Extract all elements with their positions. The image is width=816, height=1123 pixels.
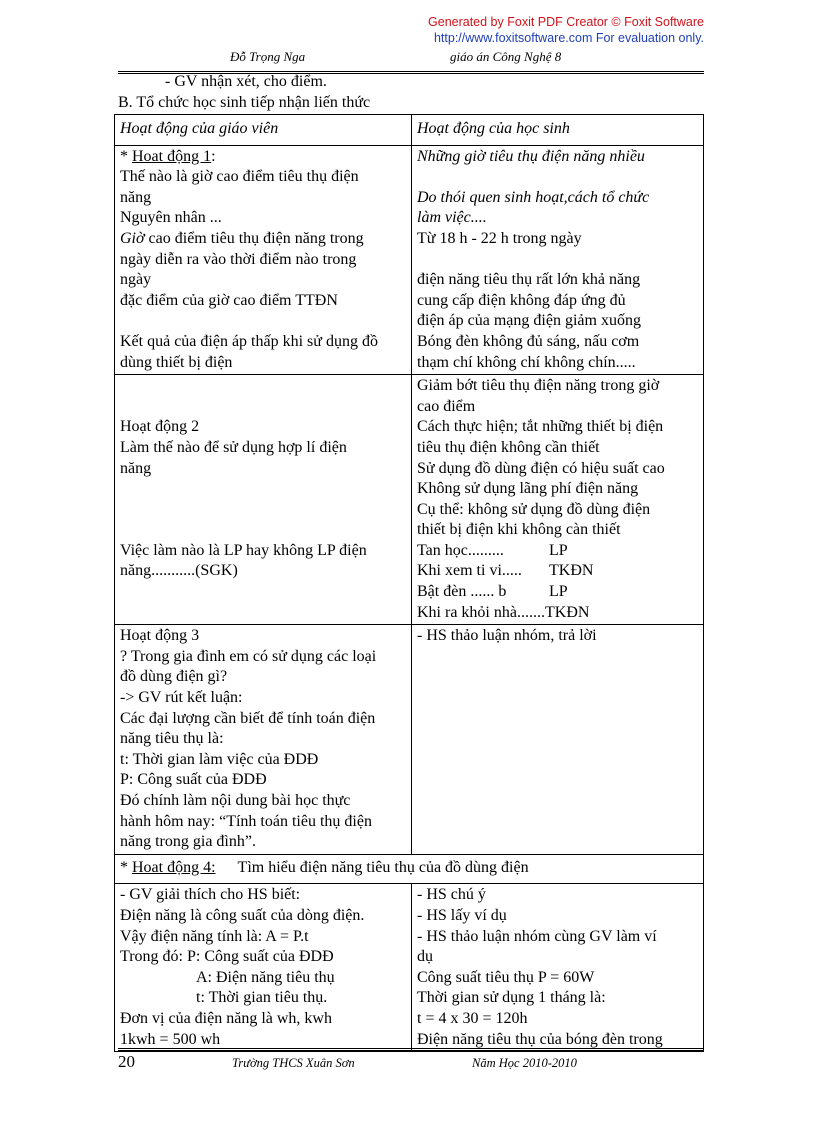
text-line: năng...........(SGK) <box>120 562 238 580</box>
text-line: điện áp của mạng điện giảm xuống <box>417 312 641 330</box>
text-line: Cụ thể: không sử dụng đồ dùng điện <box>417 500 651 518</box>
row2-teacher <box>115 375 412 625</box>
text-line: Điện năng là công suất của dòng điện. <box>120 906 365 924</box>
text-line: Những giờ tiêu thụ điện năng nhiều <box>417 147 645 165</box>
table-row <box>115 625 704 855</box>
text-line: Kết quả của điện áp thấp khi sử dụng đồ <box>120 332 378 350</box>
text-line: hành hôm nay: “Tính toán tiêu thụ điện <box>120 812 372 830</box>
table-row <box>115 145 704 375</box>
text-line: Việc làm nào là LP hay không LP điện <box>120 541 367 559</box>
text-line: - HS chú ý <box>417 886 486 904</box>
header-student: Hoạt động của học sinh <box>412 115 704 146</box>
text-line: năng <box>120 459 152 477</box>
header-teacher: Hoạt động của giáo viên <box>115 115 412 146</box>
text-line: Cách thực hiện; tắt những thiết bị điện <box>417 418 664 436</box>
watermark-line-2: http://www.foxitsoftware.com For evaluation only. <box>433 31 704 45</box>
header-title: giáo án Công Nghệ 8 <box>450 49 562 64</box>
list-item: Khi ra khỏi nhà.......TKĐN <box>417 603 590 621</box>
header-author: Đỗ Trọng Nga <box>230 49 306 64</box>
text-line: Giảm bớt tiêu thụ điện năng trong giờ <box>417 377 660 395</box>
text-line: đặc điểm của giờ cao điểm TTĐN <box>120 291 338 309</box>
activity-1-heading: Hoat động 1 <box>132 147 212 165</box>
intro-line-1: - GV nhận xét, cho điểm. <box>165 73 327 90</box>
row3-student <box>412 625 704 855</box>
text-line: Giờ cao điểm tiêu thụ điện năng trong <box>120 229 364 247</box>
text-line: Trong đó: P: Công suất của ĐDĐ <box>120 948 334 966</box>
text-line: Vậy điện năng tính là: A = P.t <box>120 927 309 945</box>
text-line <box>417 167 699 188</box>
text-line: Làm thế nào để sử dụng hợp lí điện <box>120 438 347 456</box>
text-line: ngày diễn ra vào thời điểm nào trong <box>120 250 357 268</box>
text-line <box>120 479 407 500</box>
text-line: t: Thời gian tiêu thụ. <box>196 989 328 1007</box>
text-line: - HS thảo luận nhóm cùng GV làm ví <box>417 927 657 945</box>
text-line: điện năng tiêu thụ rất lớn khả năng <box>417 271 641 289</box>
activity-2-heading: Hoạt động 2 <box>120 418 200 436</box>
text-line: Thế nào là giờ cao điểm tiêu thụ điện <box>120 168 359 186</box>
table-header-row <box>115 115 704 146</box>
intro-line-2: B. Tổ chức học sinh tiếp nhận liến thức <box>118 94 371 111</box>
row1-teacher <box>115 145 412 375</box>
row1-heading: * Hoat động 1: <box>120 147 216 165</box>
text-line: dùng thiết bị điện <box>120 353 233 371</box>
text-line: - HS lấy ví dụ <box>417 906 507 924</box>
text-line: Thời gian sử dụng 1 tháng là: <box>417 989 606 1007</box>
text-line <box>120 376 407 397</box>
text-line: Từ 18 h - 22 h trong ngày <box>417 229 582 247</box>
text-line: P: Công suất của ĐDĐ <box>120 771 267 789</box>
text-line: cao điểm <box>417 397 476 415</box>
footer-year: Năm Học 2010-2010 <box>472 1056 577 1070</box>
text-line: Các đại lượng cần biết để tính toán điện <box>120 709 376 727</box>
table-row <box>115 884 704 1052</box>
text-line <box>120 520 407 541</box>
text-line: ? Trong gia đình em có sử dụng các loại <box>120 647 377 665</box>
text-line: thiết bị điện khi không càn thiết <box>417 521 621 539</box>
text-line <box>120 397 407 418</box>
text-line: năng <box>120 188 152 206</box>
activity-4-title: Tìm hiểu điện năng tiêu thụ của đồ dùng điện <box>237 858 529 876</box>
text-line: -> GV rút kết luận: <box>120 689 243 707</box>
text-line: Nguyên nhân ... <box>120 209 222 227</box>
row5-student <box>412 884 704 1052</box>
text-line: Công suất tiêu thụ P = 60W <box>417 968 595 986</box>
table-row <box>115 375 704 625</box>
activity-4-heading: Hoat động 4: <box>132 858 216 876</box>
text-line: Do thói quen sinh hoạt,cách tổ chức <box>417 188 650 206</box>
footer-rule <box>118 1048 704 1051</box>
text-line: cung cấp điện không đáp ứng đủ <box>417 291 626 309</box>
text-line: - HS thảo luận nhóm, trả lời <box>417 627 597 645</box>
row3-teacher <box>115 625 412 855</box>
text-line: thạm chí không chí không chín..... <box>417 353 636 371</box>
list-item: Tan học......... LP <box>417 541 568 559</box>
text-line: t = 4 x 30 = 120h <box>417 1009 528 1027</box>
lesson-table <box>114 114 704 1052</box>
footer-school: Trường THCS Xuân Sơn <box>232 1056 355 1070</box>
text-line: 1kwh = 500 wh <box>120 1030 221 1048</box>
list-item: Khi xem ti vi..... TKĐN <box>417 562 594 580</box>
text-line: năng tiêu thụ là: <box>120 730 224 748</box>
list-item: Bật đèn ...... b LP <box>417 583 568 601</box>
text-line: - GV giải thích cho HS biết: <box>120 886 301 904</box>
row4-full: * Hoat động 4: Tìm hiểu điện năng tiêu thụ của đồ dùng điện <box>115 854 704 884</box>
text-line: ngày <box>120 271 152 289</box>
row2-student <box>412 375 704 625</box>
text-line: năng trong gia đình”. <box>120 833 256 851</box>
text-line <box>120 311 407 332</box>
row5-teacher <box>115 884 412 1052</box>
text-line: đồ dùng điện gì? <box>120 668 228 686</box>
text-line: Không sử dụng lãng phí điện năng <box>417 480 639 498</box>
text-line: Đó chính làm nội dung bài học thực <box>120 792 351 809</box>
text-line: A: Điện năng tiêu thụ <box>196 968 335 986</box>
text-line: Đơn vị của điện năng là wh, kwh <box>120 1009 332 1027</box>
text-line: Sử dụng đồ dùng điện có hiệu suất cao <box>417 459 665 477</box>
text-line: dụ <box>417 948 433 966</box>
text-line: t: Thời gian làm việc của ĐDĐ <box>120 750 319 768</box>
text-line: Bóng đèn không đủ sáng, nấu cơm <box>417 332 640 350</box>
watermark-line-1: Generated by Foxit PDF Creator © Foxit Software <box>428 15 704 29</box>
row1-student <box>412 145 704 375</box>
text-line <box>417 250 699 271</box>
page-number: 20 <box>118 1052 135 1071</box>
table-row <box>115 854 704 884</box>
text-line: làm việc.... <box>417 209 487 227</box>
text-line: tiêu thụ điện không cần thiết <box>417 438 600 456</box>
activity-3-heading: Hoạt động 3 <box>120 627 200 645</box>
text-line <box>120 500 407 521</box>
text-line: Điện năng tiêu thụ của bóng đèn trong <box>417 1030 663 1048</box>
